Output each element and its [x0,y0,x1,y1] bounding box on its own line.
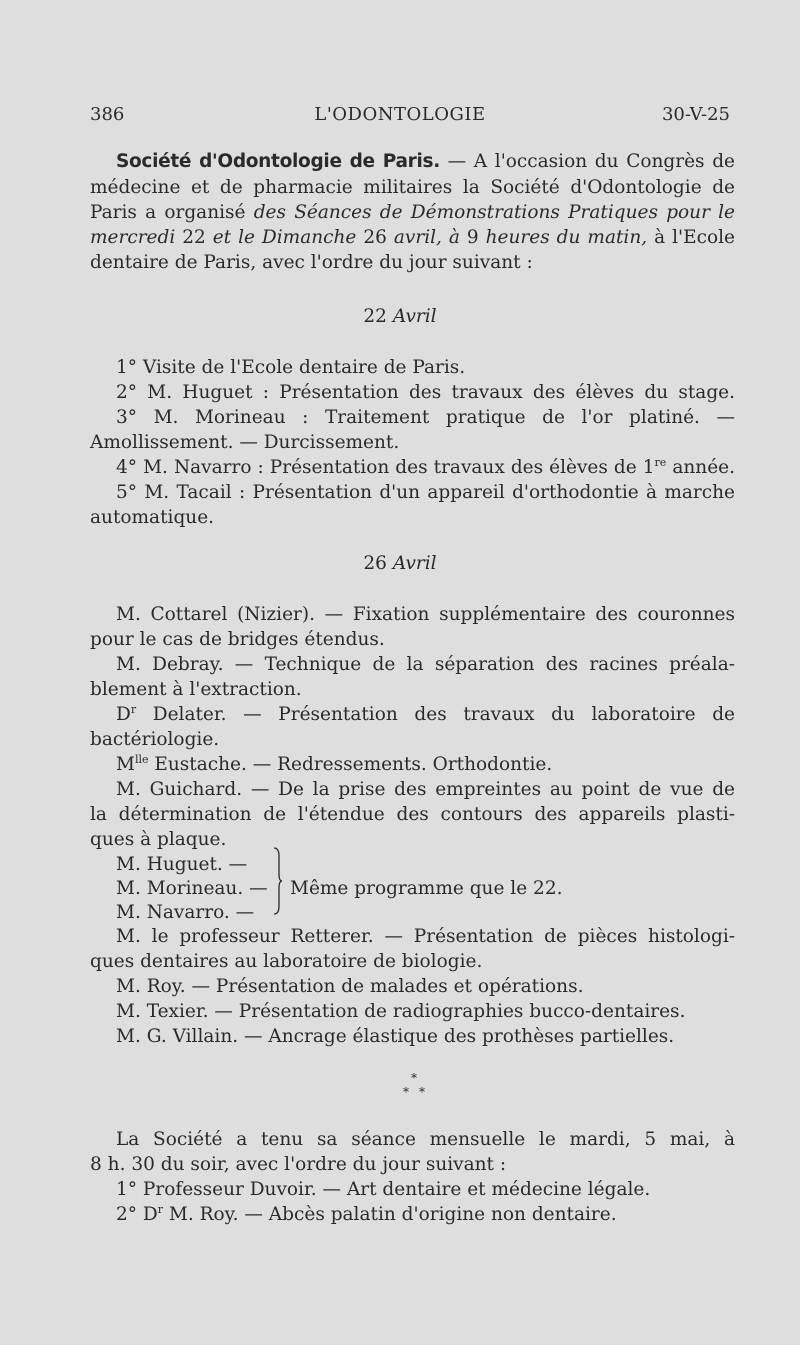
day1-item-4: 4° M. Navarro : Présentation des travaux des élèves de 1re année. [116,456,735,478]
day2-line-guichard-cont-1: la détermination de l'étendue des contours des appareils plasti- [90,804,735,825]
page-number: 386 [90,104,125,125]
meeting-item-2: 2° $D^r$ M. Roy. — Abcès palatin d'origine non dentaire. [116,1203,617,1225]
day1-item-5: 5° M. Tacail : Présentation d'un appareil d'orthodontie à marche [116,482,735,503]
day2-line-debray-cont: blement à l'extraction. [90,679,302,700]
day1-item-1: 1° Visite de l'Ecole dentaire de Paris. [116,357,466,378]
intro-line-2: médecine et de pharmacie militaires la Société d'Odontologie de [90,177,735,198]
day2-line-cottarel: M. Cottarel (Nizier). — Fixation supplémentaire des couronnes [116,604,735,625]
group-name-huguet: M. Huguet. — [116,854,248,875]
day2-line-guichard: M. Guichard. — De la prise des empreintes au point de vue de [116,779,735,800]
intro-line-5: dentaire de Paris, avec l'ordre du jour suivant : [90,252,533,273]
day2-line-eustache: $M^{lle}$ Eustache. — Redressements. Orthodontie. [116,753,553,775]
intro-line-4: mercredi 22 et le Dimanche 26 avril, à 9 heures du matin, à l'Ecole [90,227,735,248]
meeting-item-1: 1° Professeur Duvoir. — Art dentaire et médecine légale. [116,1179,651,1200]
day1-item-2: 2° M. Huguet : Présentation des travaux des élèves du stage. [116,382,735,403]
section-heading-26-avril: 26 Avril [363,553,437,574]
day2-line-cottarel-cont: pour le cas de bridges étendus. [90,629,385,650]
day2-line-roy: M. Roy. — Présentation de malades et opérations. [116,976,584,997]
issue-date: 30-V-25 [661,104,730,125]
society-name: Société d'Odontologie de Paris. [116,151,440,172]
svg-text:*: * [411,1072,417,1085]
day2-line-texier: M. Texier. — Présentation de radiographies bucco-dentaires. [116,1001,686,1022]
day1-item-3-cont: Amollissement. — Durcissement. [90,432,400,453]
day1-item-5-cont: automatique. [90,507,215,528]
meeting-line-1: La Société a tenu sa séance mensuelle le mardi, 5 mai, à [116,1129,735,1150]
journal-title: L'ODONTOLOGIE [314,104,486,125]
day2-line-delater-cont: bactériologie. [90,729,220,750]
day2-line-villain: M. G. Villain. — Ancrage élastique des prothèses partielles. [116,1026,675,1047]
day2-line-guichard-cont-2: ques à plaque. [90,829,227,850]
intro-line-1: Société d'Odontologie de Paris. — A l'occasion du Congrès de [116,151,735,172]
asterism-icon [397,1072,431,1098]
curly-brace-icon [272,846,282,916]
group-name-morineau: M. Morineau. — [116,878,268,899]
svg-text:*: * [419,1085,425,1098]
day2-line-retterer: M. le professeur Retterer. — Présentation de pièces histologi- [116,926,735,947]
group-note: Même programme que le 22. [290,878,563,899]
day1-item-3: 3° M. Morineau : Traitement pratique de l'or platiné. — [116,407,735,428]
day2-line-retterer-cont: ques dentaires au laboratoire de biologie. [90,951,483,972]
svg-text:*: * [403,1085,409,1098]
day2-line-debray: M. Debray. — Technique de la séparation des racines préala- [116,654,735,675]
meeting-line-2: 8 h. 30 du soir, avec l'ordre du jour suivant : [90,1154,507,1175]
group-name-navarro: M. Navarro. — [116,902,255,923]
section-heading-22-avril: 22 Avril [363,306,437,327]
intro-line-3: Paris a organisé des Séances de Démonstrations Pratiques pour le [90,202,736,223]
day2-line-delater: $D^r$ Delater. — Présentation des travaux du laboratoire de [116,703,735,725]
